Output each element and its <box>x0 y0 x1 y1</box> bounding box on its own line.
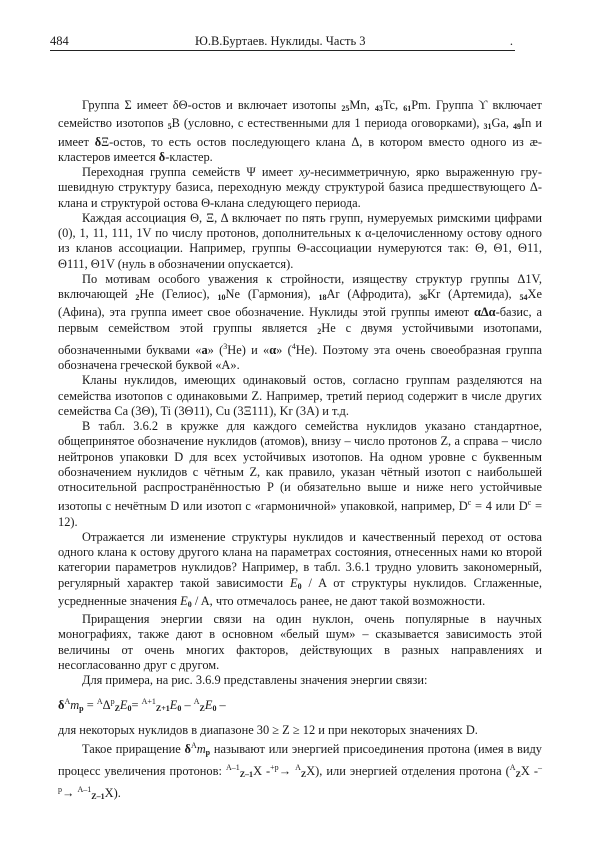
text-run: X - <box>520 764 538 778</box>
text-run: xy <box>299 165 311 179</box>
text-run: Переходная группа семейств Ψ имеет <box>82 165 300 179</box>
superscript: A <box>193 697 200 707</box>
text-run: / A, что отмечалось ранее, не дают такой возможности. <box>191 593 486 608</box>
text-run: Kr (Артемида), <box>427 287 520 301</box>
subscript: 54 <box>519 293 528 302</box>
text-run: Такое приращение <box>82 741 185 756</box>
text-run: → <box>278 764 296 778</box>
text-run: Приращения энергии связи на один нуклон, очень популярные в научных монографиях, также дают в основном «белый шум» – сказывается зависимость этой величины от очень многих факторов, действующих в разных направлениях и несогласованно друг с другом. <box>58 612 542 672</box>
subscript: Z+1 <box>155 704 170 714</box>
text-run: E <box>180 593 188 608</box>
text-run: He). Поэтому эта очень своеобразная группа обозначена греческой буквой «A». <box>58 342 542 372</box>
subscript: Z <box>114 704 120 714</box>
subscript: Z–1 <box>91 792 105 802</box>
subscript: 31 <box>483 122 492 132</box>
text-run: He (Гелиос), <box>139 287 218 301</box>
subscript: 0 <box>297 581 302 591</box>
formula <box>58 694 542 716</box>
subscript: p <box>79 704 84 714</box>
subscript: 61 <box>403 104 412 113</box>
superscript: 4 <box>291 341 296 351</box>
text-run: E <box>204 698 213 713</box>
superscript: c <box>527 498 532 508</box>
text-run: = <box>83 698 97 713</box>
text-run: B (условно, с естественными для 1 периода оговорками), <box>171 116 484 131</box>
paragraph <box>58 98 542 165</box>
subscript: 25 <box>341 104 350 113</box>
superscript: A <box>190 740 197 750</box>
paragraph <box>58 211 542 272</box>
text-run: » ( <box>276 342 292 357</box>
text-run: δ <box>94 134 102 149</box>
text-run: Pm. Группа ϒ включает семейство изотопов <box>58 98 542 131</box>
page-body <box>58 98 542 805</box>
text-run: αΔα <box>473 305 496 320</box>
subscript: 18 <box>318 293 327 302</box>
text-run: δ <box>58 698 65 713</box>
superscript: c <box>467 498 472 508</box>
text-run: = <box>131 698 142 713</box>
text-run: -несимметричную, ярко выраженную грушевидную структуру базиса, переходную между структурой базиса предшествующего Δ-клана и структурой остова Θ-клана следующего периода. <box>58 165 542 210</box>
superscript: A–1 <box>225 763 240 772</box>
text-run: Tc, <box>382 98 404 112</box>
text-run: m <box>196 741 206 756</box>
subscript: 43 <box>374 104 383 113</box>
text-run: X). <box>104 786 121 801</box>
subscript: 2 <box>135 293 140 302</box>
text-run: – <box>181 698 194 713</box>
text-run: a <box>201 342 208 357</box>
subscript: p <box>205 747 211 757</box>
text-run: Δ <box>102 698 111 713</box>
paragraph <box>58 165 542 211</box>
superscript: A <box>295 763 301 772</box>
subscript: Z <box>515 770 521 779</box>
subscript: 36 <box>419 293 428 302</box>
paragraph <box>58 419 542 530</box>
paragraph <box>58 612 542 673</box>
text-run: Группа Σ имеет δΘ-остов и включает изотопы <box>82 98 342 112</box>
paragraph <box>58 738 542 805</box>
superscript: +p <box>270 763 279 772</box>
text-run: -базис, а первым семейством этой группы является <box>58 305 542 335</box>
subscript: 2 <box>317 326 322 336</box>
superscript: A <box>64 697 71 707</box>
running-title: Ю.В.Буртаев. Нуклиды. Часть 3 <box>195 34 366 48</box>
paragraph <box>58 723 542 738</box>
text-run: X), или энергией отделения протона ( <box>306 764 510 778</box>
superscript: –p <box>58 763 542 795</box>
superscript: 3 <box>223 341 228 351</box>
text-run: Каждая ассоциация Θ, Ξ, Δ включает по пять групп, нумеруемых римскими цифрами (0), 1, 11, 111, 1V по числу протонов, дополнительных к α-целочисленному остову одного из кланов ассоциации. Например, группы Θ-ассоциации нумеруются так: Θ, Θ1, Θ11, Θ111, Θ1V (нуль в обозначении опускается). <box>58 210 542 271</box>
text-run: называют или энергией присоединения протона (имея в виду процесс увеличения протонов: <box>58 741 542 778</box>
text-run: He с двумя устойчивыми изотопами, обозначенными буквами « <box>58 320 542 357</box>
text-run: E <box>169 698 178 713</box>
subscript: Z <box>300 770 307 779</box>
text-run: E <box>289 575 298 590</box>
text-run: По мотивам особого уважения к стройности, изяществу структур группы Δ1V, включающей <box>58 271 542 301</box>
page-number: 484 <box>50 34 69 48</box>
text-run: E <box>119 698 128 713</box>
text-run: δ <box>184 741 191 756</box>
text-run: → <box>62 786 78 801</box>
text-run: Ne (Гармония), <box>225 287 319 301</box>
text-run: Ga, <box>491 116 514 131</box>
text-run: = 12). <box>58 499 542 529</box>
subscript: 0 <box>127 704 132 714</box>
text-run: He) и « <box>227 342 270 357</box>
subscript: 0 <box>187 599 192 609</box>
subscript: 10 <box>217 293 226 302</box>
header-trailing-mark: . <box>509 34 513 48</box>
text-run: Ar (Афродита), <box>326 287 420 301</box>
paragraph <box>58 530 542 612</box>
subscript: Z <box>199 704 205 714</box>
text-run: Mn, <box>349 98 375 112</box>
text-run: X - <box>253 764 271 778</box>
superscript: A <box>96 697 103 707</box>
superscript: A–1 <box>77 785 92 795</box>
superscript: A+1 <box>141 697 156 707</box>
superscript: p <box>110 697 115 707</box>
text-run: In и имеет <box>58 116 542 149</box>
text-run: Ξ-остов, то есть остов последующего клана Δ, в котором вместо одного из æ-кластеров имеется <box>58 134 543 164</box>
subscript: 0 <box>212 704 217 714</box>
page-header <box>50 34 515 51</box>
text-run: = 4 или D <box>471 499 528 514</box>
text-run: – <box>216 698 226 713</box>
paragraph <box>58 673 542 688</box>
text-run: δ <box>158 149 166 164</box>
text-run: α <box>269 342 277 357</box>
paragraph <box>58 373 542 419</box>
text-run: / A от структуры нуклидов. Сглаженные, усредненные значения <box>58 575 543 608</box>
text-run: Для примера, на рис. 3.6.9 представлены значения энергии связи: <box>82 673 428 687</box>
text-run: » ( <box>207 342 224 357</box>
text-run: Xe (Афина), эта группа имеет свое обозначение. Нуклиды этой группы имеют <box>58 287 542 320</box>
text-run: для некоторых нуклидов в диапазоне 30 ≥ Z ≥ 12 и при некоторых значениях D. <box>58 722 478 737</box>
text-run: Кланы нуклидов, имеющих одинаковый остов, согласно группам разделяются на семейства изотопов с одинаковыми Z. Например, третий период содержит в числе других семейства Ca (3Θ), Ti (3Θ11), Cu (3Ξ111), Kr (3A) и т.д. <box>58 373 542 418</box>
text-run: m <box>70 698 80 713</box>
text-run: -кластер. <box>165 149 213 164</box>
text-run: В табл. 3.6.2 в кружке для каждого семейства нуклидов указано стандартное, общепринятое обозначение нуклидов (атомов), внизу – число протонов Z, а справа – число нейтронов упаковки D для всех устойчивых изотопов. На одном уровне с буквенным обозначением нуклидов с чётным Z, как правило, указан чётный изотоп с наибольшей относительной распространённостью P (и обязательно выше и ниже него устойчивые изотопы с нечётным D или изотоп с «гармоничной» упаковкой, например, D <box>58 419 542 514</box>
superscript: A <box>509 763 516 772</box>
paragraph <box>58 272 542 374</box>
subscript: 5 <box>167 122 172 132</box>
text-run: Отражается ли изменение структуры нуклидов и качественный переход от остова одного клана к остову другого клана на параметрах состояния, отнесенных нами ко второй категории параметров нуклидов? Например, в табл. 3.6.1 трудно уловить закономерный, регулярный характер такой зависимости <box>58 529 542 590</box>
subscript: 0 <box>177 704 182 714</box>
subscript: 49 <box>513 122 522 132</box>
subscript: Z–1 <box>239 770 254 779</box>
